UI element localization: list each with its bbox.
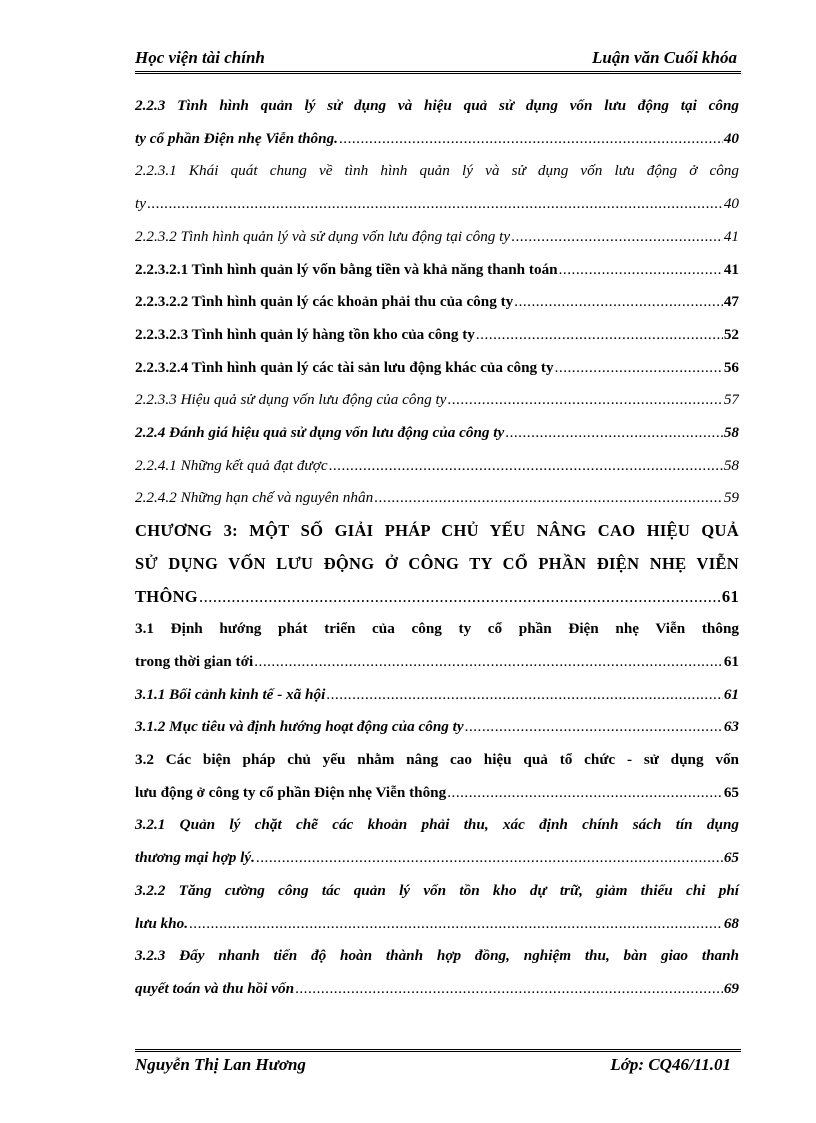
- footer-class: Lớp: CQ46/11.01: [610, 1055, 731, 1074]
- toc-entry[interactable]: [135, 809, 739, 874]
- toc-page-number: 40: [723, 195, 739, 213]
- toc-entry-title: thương mại hợp lý.: [135, 849, 255, 867]
- dot-leader: [511, 221, 723, 254]
- page-header: [135, 48, 741, 70]
- toc-entry-title: 2.2.3.2.3 Tình hình quản lý hàng tồn kho của công ty: [135, 325, 475, 343]
- dot-leader: [505, 417, 723, 450]
- toc-entry-title-line: 3.2 Các biện pháp chủ yếu nhằm nâng cao hiệu quả tổ chức - sử dụng vốn: [135, 751, 739, 769]
- toc-page-number: 61: [721, 586, 739, 606]
- toc-entry[interactable]: [135, 254, 739, 287]
- page-footer: [135, 1055, 741, 1077]
- toc-entry-title-line: 3.1 Định hướng phát triển của công ty cổ phần Điện nhẹ Viễn thông: [135, 620, 739, 638]
- toc-entry-leader-line: [135, 188, 739, 221]
- toc-entry[interactable]: [135, 940, 739, 1005]
- toc-page-number: 47: [723, 293, 739, 311]
- toc-entry-leader-line: [135, 417, 739, 450]
- toc-entry[interactable]: [135, 286, 739, 319]
- header-divider: [135, 71, 741, 74]
- dot-leader: [326, 679, 723, 712]
- dot-leader: [514, 286, 723, 319]
- toc-page-number: 41: [723, 227, 739, 245]
- toc-entry[interactable]: [135, 352, 739, 385]
- toc-page-number: 57: [723, 391, 739, 409]
- toc-entry[interactable]: [135, 417, 739, 450]
- toc-entry-leader-line: [135, 123, 739, 156]
- toc-entry-title: 2.2.3.2 Tình hình quản lý và sử dụng vốn lưu động tại công ty: [135, 227, 511, 245]
- toc-entry-title: ty: [135, 195, 146, 213]
- toc-entry-title: 2.2.3.2.4 Tình hình quản lý các tài sản lưu động khác của công ty: [135, 358, 554, 376]
- toc-entry-title: 2.2.4 Đánh giá hiệu quả sử dụng vốn lưu động của công ty: [135, 424, 505, 442]
- toc-entry-title: 2.2.3.2.2 Tình hình quản lý các khoản phải thu của công ty: [135, 293, 514, 311]
- toc-entry-leader-line: [135, 286, 739, 319]
- toc-entry-leader-line: [135, 711, 739, 744]
- toc-entry-title-line: 2.2.3 Tình hình quản lý sử dụng và hiệu quả sử dụng vốn lưu động tại công: [135, 97, 739, 114]
- toc-entry-leader-line: [135, 908, 739, 941]
- toc-entry[interactable]: [135, 90, 739, 155]
- toc-entry[interactable]: [135, 711, 739, 744]
- dot-leader: [555, 352, 723, 385]
- dot-leader: [329, 450, 723, 483]
- toc-entry-leader-line: [135, 973, 739, 1006]
- toc-page-number: 58: [723, 456, 739, 474]
- toc-page-number: 41: [723, 260, 739, 278]
- toc-page-number: 63: [723, 718, 739, 736]
- toc-entry-leader-line: [135, 482, 739, 515]
- toc-entry-title: 2.2.3.2.1 Tình hình quản lý vốn bằng tiền và khả năng thanh toán: [135, 260, 558, 278]
- dot-leader: [199, 581, 721, 614]
- toc-entry[interactable]: [135, 384, 739, 417]
- toc-entry[interactable]: [135, 875, 739, 940]
- toc-entry-leader-line: [135, 450, 739, 483]
- toc-entry-title: 2.2.4.1 Những kết quả đạt được: [135, 456, 328, 474]
- toc-entry-title: lưu kho.: [135, 914, 188, 932]
- toc-page-number: 68: [723, 914, 739, 932]
- toc-entry-leader-line: [135, 777, 739, 810]
- toc-entry-title-line: 3.2.2 Tăng cường công tác quản lý vốn tồn kho dự trữ, giảm thiểu chi phí: [135, 881, 739, 899]
- toc-entry-title-line: 2.2.3.1 Khái quát chung về tình hình quản lý và sử dụng vốn lưu động ở công: [135, 162, 739, 180]
- toc-page-number: 61: [723, 685, 739, 703]
- dot-leader: [447, 777, 723, 810]
- toc-entry[interactable]: [135, 515, 739, 613]
- toc-entry-title-line: 3.2.1 Quản lý chặt chẽ các khoản phải thu, xác định chính sách tín dụng: [135, 816, 739, 834]
- toc-page-number: 52: [723, 325, 739, 343]
- toc-entry-leader-line: [135, 842, 739, 875]
- toc-entry-leader-line: [135, 679, 739, 712]
- toc-entry[interactable]: [135, 155, 739, 220]
- toc-entry-leader-line: [135, 221, 739, 254]
- toc-entry[interactable]: [135, 221, 739, 254]
- toc-entry-title: quyết toán và thu hồi vốn: [135, 979, 295, 997]
- table-of-contents: [135, 90, 739, 1006]
- toc-entry-title-line: CHƯƠNG 3: MỘT SỐ GIẢI PHÁP CHỦ YẾU NÂNG CAO HIỆU QUẢ: [135, 521, 739, 541]
- toc-entry-leader-line: [135, 646, 739, 679]
- toc-entry-leader-line: [135, 254, 739, 287]
- footer-author: Nguyễn Thị Lan Hương: [135, 1055, 306, 1074]
- toc-entry-title: 2.2.3.3 Hiệu quả sử dụng vốn lưu động của công ty: [135, 391, 447, 409]
- toc-entry-leader-line: [135, 319, 739, 352]
- toc-entry-leader-line: [135, 581, 739, 614]
- dot-leader: [254, 646, 723, 679]
- dot-leader: [465, 711, 723, 744]
- dot-leader: [256, 842, 723, 875]
- toc-entry-title: 3.1.2 Mục tiêu và định hướng hoạt động của công ty: [135, 718, 464, 736]
- toc-page-number: 56: [723, 358, 739, 376]
- dot-leader: [447, 384, 722, 417]
- toc-entry[interactable]: [135, 744, 739, 809]
- dot-leader: [476, 319, 723, 352]
- dot-leader: [374, 482, 723, 515]
- toc-entry-title-line: 3.2.3 Đẩy nhanh tiến độ hoàn thành hợp đồng, nghiệm thu, bàn giao thanh: [135, 947, 739, 965]
- footer-divider: [135, 1049, 741, 1052]
- toc-entry-leader-line: [135, 384, 739, 417]
- dot-leader: [189, 908, 723, 941]
- toc-page-number: 69: [723, 979, 739, 997]
- toc-page-number: 58: [723, 424, 739, 442]
- toc-entry-title: THÔNG: [135, 586, 198, 606]
- toc-entry-title-line: SỬ DỤNG VỐN LƯU ĐỘNG Ở CÔNG TY CỔ PHẦN ĐIỆN NHẸ VIỄN: [135, 553, 739, 573]
- dot-leader: [295, 973, 723, 1006]
- toc-entry[interactable]: [135, 482, 739, 515]
- dot-leader: [147, 188, 723, 221]
- toc-entry-title: ty cổ phần Điện nhẹ Viễn thông.: [135, 129, 338, 147]
- dot-leader: [339, 123, 723, 156]
- dot-leader: [559, 254, 723, 287]
- toc-page-number: 40: [723, 129, 739, 147]
- toc-entry[interactable]: [135, 319, 739, 352]
- toc-entry[interactable]: [135, 679, 739, 712]
- toc-page-number: 65: [723, 783, 739, 801]
- toc-entry[interactable]: [135, 450, 739, 483]
- toc-entry-leader-line: [135, 352, 739, 385]
- toc-entry-title: lưu động ở công ty cổ phần Điện nhẹ Viễn thông: [135, 783, 447, 801]
- toc-entry-title: trong thời gian tới: [135, 652, 254, 670]
- toc-entry[interactable]: [135, 613, 739, 678]
- toc-page-number: 59: [723, 489, 739, 507]
- toc-entry-title: 3.1.1 Bối cảnh kinh tế - xã hội: [135, 685, 326, 703]
- toc-page-number: 61: [723, 652, 739, 670]
- toc-page-number: 65: [723, 849, 739, 867]
- header-document-type: Luận văn Cuối khóa: [591, 48, 737, 67]
- header-institution: Học viện tài chính: [135, 48, 265, 67]
- toc-entry-title: 2.2.4.2 Những hạn chế và nguyên nhân: [135, 489, 374, 507]
